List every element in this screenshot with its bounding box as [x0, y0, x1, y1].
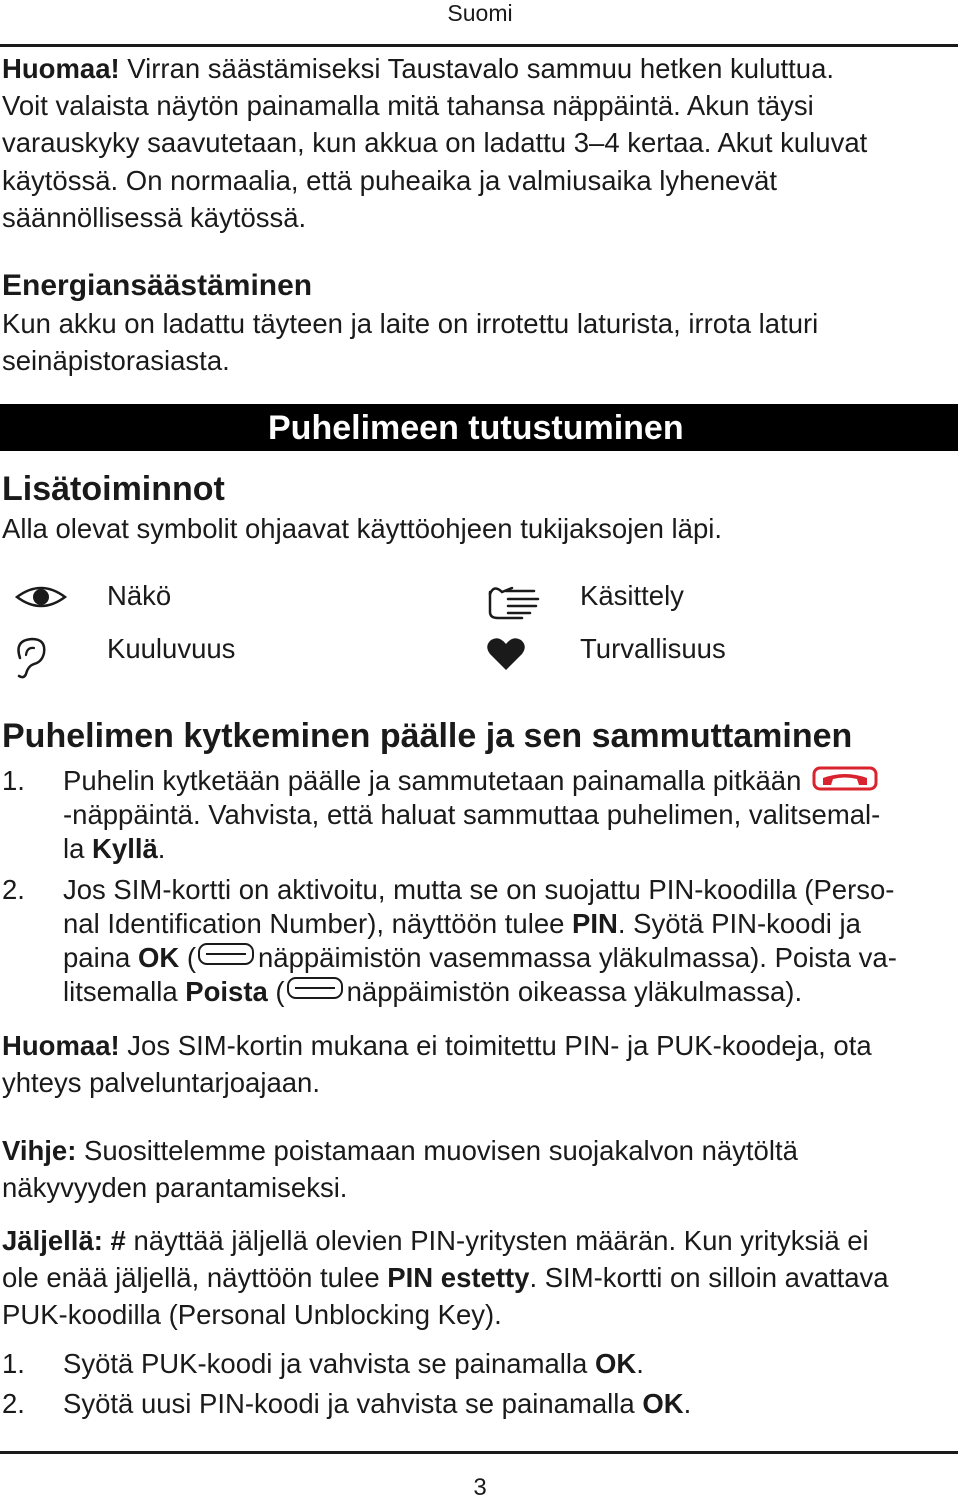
header-language: Suomi: [447, 0, 513, 26]
puk-step-2: Syötä uusi PIN-koodi ja vahvista se painamalla OK.: [63, 1388, 692, 1419]
symbol-label-safety: Turvallisuus: [580, 633, 726, 664]
section-title-power: Puhelimen kytkeminen päälle ja sen sammuttaminen: [2, 717, 853, 755]
ear-icon: [12, 636, 48, 680]
section-title-energy: Energiansäästäminen: [2, 269, 313, 302]
power-step-1: Puhelin kytketään päälle ja sammutetaan painamalla pitkään: [63, 764, 943, 800]
note-sim: Huomaa! Jos SIM-kortin mukana ei toimitettu PIN- ja PUK-koodeja, ota: [2, 1030, 872, 1061]
symbol-label-handling: Käsittely: [580, 580, 684, 611]
end-call-key-icon: [811, 766, 879, 800]
footer-rule: [0, 1451, 958, 1454]
remaining-attempts: Jäljellä: # näyttää jäljellä olevien PIN-yritysten määrän. Kun yrityksiä ei: [2, 1225, 869, 1256]
right-soft-key-icon: [287, 977, 343, 999]
extras-intro: Alla olevat symbolit ohjaavat käyttöohjeen tukijaksojen läpi.: [2, 513, 722, 544]
symbol-label-hearing: Kuuluvuus: [107, 633, 236, 664]
energy-text: Kun akku on ladattu täyteen ja laite on irrotettu laturista, irrota laturi: [2, 308, 819, 339]
section-title-extras: Lisätoiminnot: [2, 470, 225, 508]
left-soft-key-icon: [198, 943, 254, 965]
hand-icon: [486, 582, 542, 620]
note-label: Huomaa!: [2, 53, 120, 84]
chapter-bar: [0, 404, 958, 451]
tip: Vihje: Suosittelemme poistamaan muovisen suojakalvon näytöltä: [2, 1135, 798, 1166]
header-rule: [0, 44, 958, 47]
symbol-label-vision: Näkö: [107, 580, 172, 611]
chapter-title: Puhelimeen tutustuminen: [268, 409, 684, 447]
heart-icon: [486, 636, 526, 672]
power-step-2: Jos SIM-kortti on aktivoitu, mutta se on suojattu PIN-koodilla (Perso-: [63, 874, 895, 905]
puk-step-1: Syötä PUK-koodi ja vahvista se painamalla OK.: [63, 1348, 644, 1379]
eye-icon: [14, 583, 68, 611]
page-number: 3: [473, 1474, 487, 1501]
